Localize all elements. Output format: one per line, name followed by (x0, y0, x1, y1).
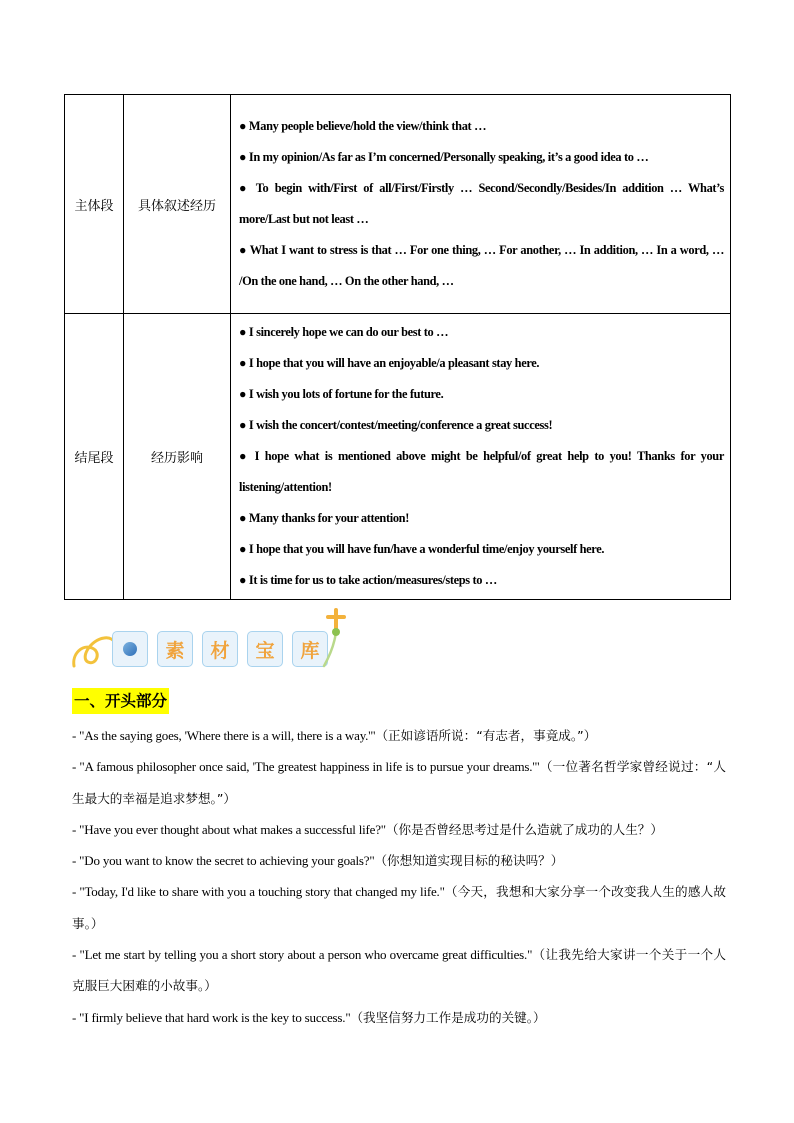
chinese-translation: （你想知道实现目标的秘诀吗？） (374, 853, 564, 869)
chinese-translation: （我坚信努力工作是成功的关键。） (350, 1009, 546, 1025)
list-item (72, 939, 726, 1002)
flower-decoration-icon (316, 604, 356, 670)
phrase-line: ● I hope that you will have an enjoyable/a pleasant stay here. (239, 356, 540, 370)
phrase-line: ● It is time for us to take action/measures/steps to … (239, 573, 497, 587)
english-text: - "As the saying goes, 'Where there is a will, there is a way.'" (72, 728, 376, 743)
banner-char: 宝 (247, 631, 283, 667)
section-cell: 结尾段 (65, 314, 124, 600)
phrase-line: ● I hope what is mentioned above might be helpful/of great help to you! Thanks for your listening/attention! (239, 449, 724, 494)
chinese-translation: （一位著名哲学家曾经说过：“人生最大的幸福是追求梦想。”） (72, 759, 726, 806)
english-text: - "Have you ever thought about what makes a successful life?" (72, 821, 386, 837)
banner-char: 材 (202, 631, 238, 667)
phrase-line: ● What I want to stress is that … For one thing, … For another, … In addition, … In a word, … /On the one hand, … On the other hand, … (239, 243, 724, 288)
opening-phrase-list (72, 720, 726, 1033)
section-cell: 主体段 (65, 95, 124, 314)
phrase-line: ● I wish the concert/contest/meeting/conference a great success! (239, 418, 553, 432)
list-item (72, 751, 726, 814)
chinese-translation: （你是否曾经思考过是什么造就了成功的人生？） (385, 821, 663, 837)
english-text: - "Do you want to know the secret to achieving your goals?" (72, 853, 375, 869)
list-item (72, 876, 726, 939)
list-item (72, 845, 726, 876)
list-item (72, 1002, 726, 1033)
list-item (72, 814, 726, 845)
phrase-cell (231, 314, 731, 600)
purpose-cell: 经历影响 (124, 314, 231, 600)
globe-icon (123, 642, 137, 656)
english-text: - "Let me start by telling you a short story about a person who overcame great difficulties." (72, 947, 533, 963)
table-row (65, 95, 731, 314)
phrase-line: ● I wish you lots of fortune for the future. (239, 387, 444, 401)
phrase-line: ● Many thanks for your attention! (239, 511, 409, 525)
english-text: - "Today, I'd like to share with you a touching story that changed my life." (72, 884, 445, 900)
chinese-translation: （正如谚语所说：“有志者，事竟成。”） (375, 728, 597, 743)
english-text: - "A famous philosopher once said, 'The greatest happiness in life is to pursue your dreams.'" (72, 759, 540, 775)
section-title: 一、开头部分 (72, 688, 169, 714)
banner-char: 素 (157, 631, 193, 667)
list-item (72, 720, 726, 751)
material-bank-banner (70, 604, 360, 674)
phrase-line: ● In my opinion/As far as I’m concerned/Personally speaking, it’s a good idea to … (239, 150, 649, 164)
phrase-line: ● Many people believe/hold the view/think that … (239, 119, 487, 133)
phrase-cell (231, 95, 731, 314)
phrase-table (64, 94, 731, 600)
phrase-line: ● I hope that you will have fun/have a wonderful time/enjoy yourself here. (239, 542, 605, 556)
banner-char: 库 (292, 631, 328, 667)
english-text: - "I firmly believe that hard work is the key to success." (72, 1009, 351, 1025)
table-row (65, 314, 731, 600)
phrase-line: ● To begin with/First of all/First/Firstly … Second/Secondly/Besides/In addition … What’s more/Last but not least … (239, 181, 724, 226)
phrase-line: ● I sincerely hope we can do our best to … (239, 325, 449, 339)
purpose-cell: 具体叙述经历 (124, 95, 231, 314)
chinese-translation: （今天，我想和大家分享一个改变我人生的感人故事。） (72, 884, 727, 931)
globe-tile (112, 631, 148, 667)
chinese-translation: （让我先给大家讲一个关于一个人克服巨大困难的小故事。） (72, 947, 727, 994)
